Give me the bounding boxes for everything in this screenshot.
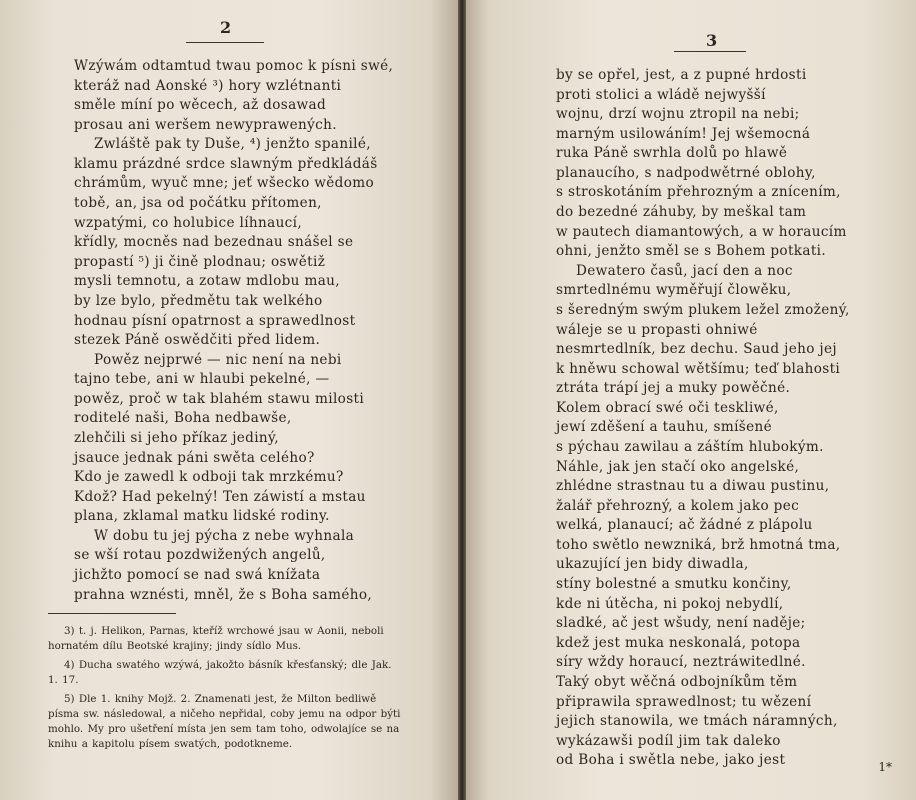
text-line: Zwláště pak ty Duše, ⁴) jenžto spanilé, xyxy=(94,136,371,153)
text-line: powěz, proč w tak blahém stawu milosti xyxy=(74,390,365,407)
text-line: roditelé naši, Boha nedbawše, xyxy=(74,410,292,427)
text-line: prosau ani weršem newyprawených. xyxy=(74,116,337,133)
text-line: Powěz nejprwé — nic není na nebi xyxy=(94,351,342,368)
text-line: jewí zděšení a tauhu, smíšené xyxy=(556,419,773,436)
text-line: Náhle, jak jen stačí oko angelské, xyxy=(556,458,800,475)
text-line: prahna wznésti, mněl, že s Boha samého, xyxy=(74,586,373,603)
footnote-rule xyxy=(48,613,176,614)
footnote-text: 3) t. j. Helikon, Parnas, kteříž wrchowé jsau w Aonii, neboli xyxy=(64,625,384,637)
text-line: welká, planaucí; ač žádné z plápolu xyxy=(556,517,813,534)
text-line: chrámům, wyuč mne; jeť wšecko wědomo xyxy=(74,175,375,192)
footnote-text: 4) Ducha swatého wzýwá, jakožto básník křesťanský; dle Jak. xyxy=(64,659,392,671)
footnote-continuation: hornatém dílu Beotské krajiny; jindy sídlo Mus. xyxy=(48,640,302,652)
text-line: hodnau písní opatrnost a sprawedlnost xyxy=(74,312,356,329)
text-line: mysli temnotu, a zotaw mdlobu mau, xyxy=(74,273,340,290)
text-line: Kolem obrací swé oči teskliwé, xyxy=(556,399,779,416)
text-line: tobě, an, jsa od počátku přítomen, xyxy=(74,195,322,212)
footnote xyxy=(48,624,424,654)
text-line: nesmrtedlník, bez dechu. Saud jeho jej xyxy=(556,341,837,358)
header-rule xyxy=(186,42,264,43)
footnote-continuation: písma sw. následowal, a ničeho nepřidal, coby jemu na odpor býti mohlo. My pro ušetření místa jen sem tam toho, odwolajíce se na knihu a kapitolu písem swatých, podotkneme. xyxy=(48,708,401,750)
text-line: od Boha i swětla nebe, jako jest xyxy=(556,752,786,769)
text-line: křídly, mocněs nad bezednau snášel se xyxy=(74,234,354,251)
text-line: sladké, ač jest wšudy, není naděje; xyxy=(556,615,806,632)
text-line: Kdož? Had pekelný! Ten záwistí a mstau xyxy=(74,488,366,505)
text-line: propastí ⁵) ji čině plodnau; oswětiž xyxy=(74,253,326,270)
text-line: wzpatými, co holubice líhnaucí, xyxy=(74,214,303,231)
footnote xyxy=(48,692,424,752)
text-line: ohni, jenžto směl se s Bohem potkati. xyxy=(556,243,827,260)
text-line: síry wždy horaucí, neztráwitedlné. xyxy=(556,654,806,671)
text-line: plana, zklamal matku lidské rodiny. xyxy=(74,508,330,525)
text-line: by se opřel, jest, a z pupné hrdosti xyxy=(556,67,807,83)
text-line: proti stolici a wládě nejwyšší xyxy=(556,86,766,103)
verse-text xyxy=(74,57,393,605)
text-line: Dewatero časů, jací den a noc xyxy=(576,262,793,279)
text-line: toho swětlo newzniká, brž hmotná tma, xyxy=(556,536,841,553)
footnote-text: 5) Dle 1. knihy Mojž. 2. Znamenati jest, že Milton bedliwě xyxy=(64,693,377,705)
text-line: klamu prázdné srdce slawným předkládáš xyxy=(74,155,378,172)
text-line: s pýchau zawilau a záštím hlubokým. xyxy=(556,438,824,455)
text-line: stezek Páně oswědčiti před lidem. xyxy=(74,332,321,349)
text-line: tajno tebe, ani w hlaubi pekelné, — xyxy=(74,371,330,388)
text-line: směle míní po wěcech, až dosawad xyxy=(74,97,327,114)
signature-mark: 1* xyxy=(878,760,892,774)
text-line: připrawila sprawedlnost; tu wězení xyxy=(556,693,812,710)
text-line: jejich stanowila, we tmách náramných, xyxy=(556,713,838,730)
header-rule xyxy=(674,51,746,52)
text-line: do bezedné záhuby, by meškal tam xyxy=(556,204,807,221)
text-line: wojnu, drzí wojnu ztropil na nebi; xyxy=(556,106,800,123)
text-line: žalář přehrozný, a kolem jako pec xyxy=(556,497,800,514)
text-line: zlehčili si jeho příkaz jediný, xyxy=(74,429,279,446)
text-line: kteráž nad Aonské ³) hory wzlétnanti xyxy=(74,77,342,94)
text-line: Kdo je zawedl k odboji tak mrzkému? xyxy=(74,469,344,486)
book-gutter xyxy=(458,0,466,800)
footnotes xyxy=(48,624,424,752)
text-line: jichžto pomocí se nad swá knížata xyxy=(74,567,321,584)
text-line: wáleje se u propasti ohniwé xyxy=(556,321,758,338)
text-line: w pautech diamantowých, a w horaucím xyxy=(556,223,847,240)
text-line: W dobu tu jej pýcha z nebe wyhnala xyxy=(94,527,355,544)
text-line: jsauce jednak páni swěta celého? xyxy=(74,449,315,466)
text-line: Wzýwám odtamtud twau pomoc k písni swé, xyxy=(74,58,394,74)
footnote-continuation: 1. 17. xyxy=(48,674,79,686)
text-line: Taký obyt wěčná odbojníkům těm xyxy=(556,673,798,690)
text-line: wykázawši podíl jim tak daleko xyxy=(556,732,781,749)
footnote xyxy=(48,658,424,688)
text-line: by lze bylo, předmětu tak welkého xyxy=(74,292,323,309)
text-line: se wší rotau pozdwižených angelů, xyxy=(74,547,326,564)
text-line: smrtedlnému wyměřují člowěku, xyxy=(556,282,792,299)
text-line: zhlédne strastnau tu a diwau pustinu, xyxy=(556,478,830,495)
text-line: marným usilowáním! Jej wšemocná xyxy=(556,125,811,142)
text-line: kdež jest muka neskonalá, potopa xyxy=(556,634,801,651)
text-line: k hněwu schowal wětšímu; teď blahosti xyxy=(556,360,841,377)
text-line: ruka Páně swrhla dolů po hlawě xyxy=(556,145,788,162)
text-line: s stroskotáním přehrozným a znícením, xyxy=(556,184,841,201)
verse-text xyxy=(556,66,850,771)
text-line: ztráta trápí jej a muky powěčné. xyxy=(556,380,791,397)
text-line: kde ni útěcha, ni pokoj nebydlí, xyxy=(556,595,784,612)
text-line: ukazující jen bidy diwadla, xyxy=(556,556,749,573)
text-line: planaucího, s nadpodwětrné oblohy, xyxy=(556,164,816,181)
text-line: s šeredným swým plukem ležel zmožený, xyxy=(556,301,850,318)
page-number: 3 xyxy=(706,31,718,50)
text-line: stíny bolestné a smutku končiny, xyxy=(556,576,792,593)
page-number: 2 xyxy=(220,18,232,37)
